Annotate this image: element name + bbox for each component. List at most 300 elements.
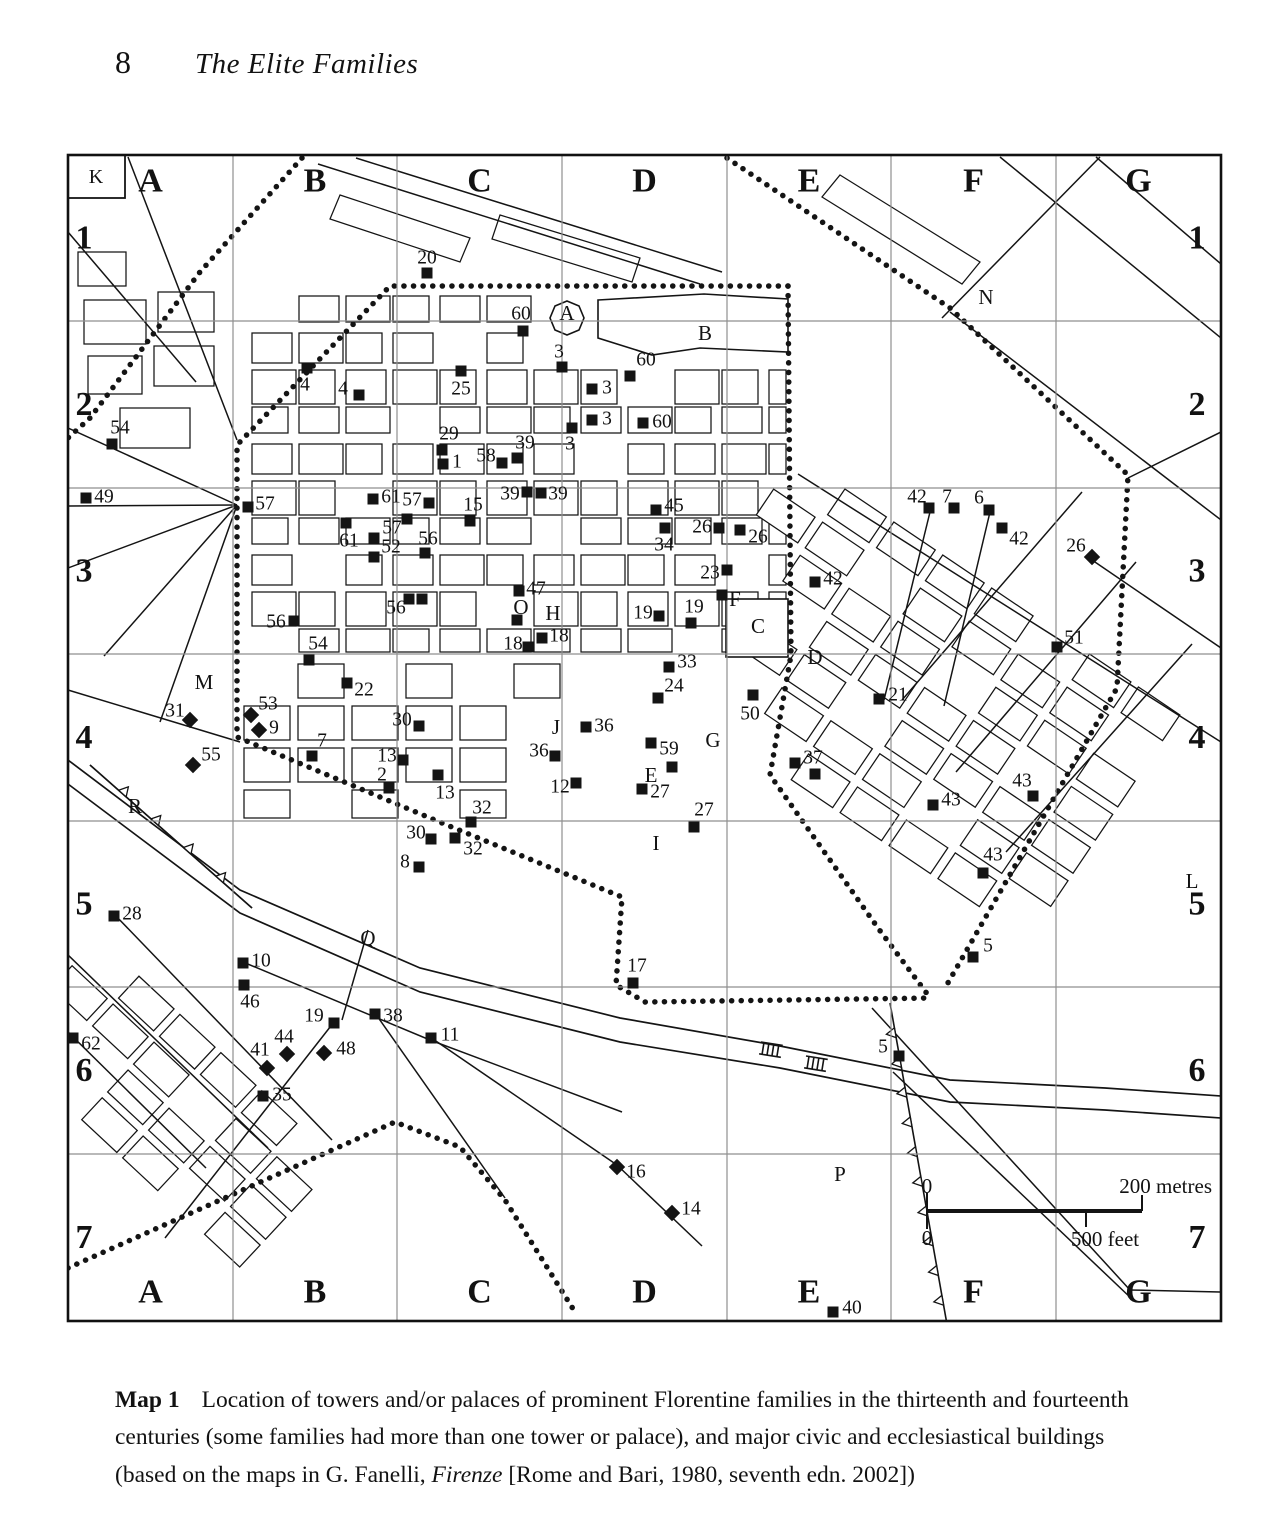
marker-label: 56 bbox=[266, 611, 286, 633]
marker-label: 3 bbox=[602, 408, 612, 430]
city-block bbox=[628, 555, 664, 585]
city-block bbox=[252, 370, 296, 404]
marker-square bbox=[653, 693, 664, 704]
marker-diamond bbox=[1084, 549, 1100, 565]
city-block bbox=[675, 444, 715, 474]
city-block bbox=[889, 820, 948, 874]
city-block bbox=[299, 518, 339, 544]
city-block bbox=[52, 966, 108, 1021]
wall-tooth bbox=[216, 873, 226, 883]
city-block bbox=[393, 333, 433, 363]
marker-label: 4 bbox=[300, 374, 310, 396]
grid-column-label-bottom: E bbox=[797, 1273, 821, 1311]
city-block bbox=[346, 629, 390, 652]
city-block bbox=[822, 175, 980, 284]
marker-label: 42 bbox=[823, 568, 843, 590]
marker-square bbox=[368, 494, 379, 505]
marker-square bbox=[243, 502, 254, 513]
marker-square bbox=[523, 642, 534, 653]
marker-label: 41 bbox=[250, 1039, 270, 1061]
marker-label: 51 bbox=[1064, 627, 1084, 649]
marker-label: 3 bbox=[554, 341, 564, 363]
marker-square bbox=[258, 1091, 269, 1102]
marker-square bbox=[518, 326, 529, 337]
bridge-hatch bbox=[804, 1056, 828, 1071]
marker-label: 13 bbox=[377, 745, 397, 767]
marker-label: 18 bbox=[503, 633, 523, 655]
marker-square bbox=[686, 618, 697, 629]
city-block bbox=[769, 444, 786, 474]
wall-tooth bbox=[934, 1295, 944, 1305]
marker-label: 36 bbox=[529, 740, 549, 762]
city-block bbox=[84, 300, 146, 344]
marker-label: 57 bbox=[255, 493, 275, 515]
building-letter: B bbox=[697, 321, 713, 345]
marker-diamond bbox=[316, 1045, 332, 1061]
marker-label: 7 bbox=[942, 486, 952, 508]
wall-tooth bbox=[929, 1266, 939, 1276]
marker-square bbox=[424, 498, 435, 509]
marker-square bbox=[654, 611, 665, 622]
marker-label: 61 bbox=[339, 530, 359, 552]
marker-label: 54 bbox=[110, 417, 130, 439]
building-letter: O bbox=[513, 595, 529, 619]
marker-label: 19 bbox=[304, 1005, 324, 1027]
marker-label: 42 bbox=[1009, 528, 1029, 550]
city-block bbox=[393, 444, 433, 474]
grid-column-label-top: F bbox=[963, 162, 984, 200]
marker-square bbox=[1028, 791, 1039, 802]
marker-label: 16 bbox=[626, 1161, 646, 1183]
city-block bbox=[346, 333, 382, 363]
city-block bbox=[487, 370, 527, 404]
marker-square bbox=[628, 978, 639, 989]
marker-label: 14 bbox=[681, 1198, 701, 1220]
building-letter: G bbox=[705, 728, 721, 752]
marker-label: 34 bbox=[654, 534, 674, 556]
street bbox=[950, 312, 1221, 520]
marker-label: 56 bbox=[418, 528, 438, 550]
city-block bbox=[393, 296, 429, 322]
marker-label: 22 bbox=[354, 679, 374, 701]
marker-square bbox=[304, 655, 315, 666]
city-block bbox=[120, 408, 190, 448]
marker-label: 37 bbox=[803, 747, 823, 769]
marker-label: 8 bbox=[400, 851, 410, 873]
marker-label: 54 bbox=[308, 633, 328, 655]
marker-label: 26 bbox=[748, 526, 768, 548]
building-letter: E bbox=[644, 763, 658, 787]
caption-text: Location of towers and/or palaces of prominent Florentine families in the thirteenth and fourteenth centuries (some families had more than one tower or palace), and major civic and ecclesiastical buildings (based on the maps in G. Fanelli, bbox=[115, 1386, 1129, 1488]
marker-label: 60 bbox=[636, 349, 656, 371]
marker-label: 9 bbox=[269, 717, 279, 739]
marker-square bbox=[978, 868, 989, 879]
marker-label: 7 bbox=[317, 730, 327, 752]
marker-square bbox=[714, 523, 725, 534]
marker-label: 60 bbox=[652, 411, 672, 433]
marker-square bbox=[402, 514, 413, 525]
street bbox=[430, 1040, 622, 1112]
marker-label: 6 bbox=[974, 487, 984, 509]
marker-square bbox=[239, 980, 250, 991]
marker-square bbox=[667, 762, 678, 773]
city-block bbox=[299, 296, 339, 322]
marker-label: 20 bbox=[417, 247, 437, 269]
city-block bbox=[722, 407, 762, 433]
marker-label: 48 bbox=[336, 1038, 356, 1060]
marker-label: 43 bbox=[983, 844, 1003, 866]
city-block bbox=[158, 292, 214, 332]
marker-label: 40 bbox=[842, 1297, 862, 1319]
marker-square bbox=[997, 523, 1008, 534]
grid-column-label-bottom: A bbox=[138, 1273, 163, 1311]
marker-square bbox=[414, 862, 425, 873]
city-block bbox=[406, 706, 452, 740]
marker-label: 30 bbox=[392, 709, 412, 731]
marker-label: 55 bbox=[201, 744, 221, 766]
bridge-icon bbox=[759, 1042, 783, 1057]
marker-square bbox=[238, 958, 249, 969]
marker-square bbox=[722, 565, 733, 576]
city-block bbox=[352, 706, 398, 740]
city-block bbox=[628, 481, 668, 515]
marker-square bbox=[414, 721, 425, 732]
city-block bbox=[406, 664, 452, 698]
bridge-hatch bbox=[759, 1042, 783, 1057]
grid-row-label-right: 5 bbox=[1188, 885, 1206, 923]
building-letter: L bbox=[1185, 869, 1199, 893]
marker-label: 43 bbox=[941, 789, 961, 811]
city-block bbox=[487, 407, 531, 433]
marker-label: 59 bbox=[659, 738, 679, 760]
marker-label: 45 bbox=[664, 495, 684, 517]
marker-square bbox=[433, 770, 444, 781]
marker-label: 49 bbox=[94, 486, 114, 508]
marker-label: 50 bbox=[740, 703, 760, 725]
city-block bbox=[581, 481, 617, 515]
city-block bbox=[440, 592, 476, 626]
city-block bbox=[78, 252, 126, 286]
city-block bbox=[346, 592, 386, 626]
marker-label: 33 bbox=[677, 651, 697, 673]
city-block bbox=[487, 555, 523, 585]
marker-label: 32 bbox=[472, 797, 492, 819]
marker-label: 11 bbox=[440, 1024, 460, 1046]
marker-square bbox=[289, 616, 300, 627]
grid-column-label-top: C bbox=[467, 162, 492, 200]
page-number: 8 bbox=[115, 44, 131, 80]
marker-label: 42 bbox=[907, 486, 927, 508]
marker-square bbox=[438, 459, 449, 470]
marker-label: 13 bbox=[435, 782, 455, 804]
street bbox=[430, 1037, 617, 1165]
city-block bbox=[200, 1053, 256, 1108]
map-caption bbox=[115, 1382, 1157, 1495]
building-letter: A bbox=[559, 301, 575, 325]
cathedral-outline bbox=[598, 294, 788, 355]
grid-column-label-top: A bbox=[138, 162, 163, 200]
marker-square bbox=[426, 1033, 437, 1044]
marker-label: 1 bbox=[452, 451, 462, 473]
marker-label: 62 bbox=[81, 1033, 101, 1055]
marker-square bbox=[567, 423, 578, 434]
grid-row-label-right: 6 bbox=[1188, 1052, 1206, 1089]
marker-square bbox=[109, 911, 120, 922]
wall-tooth bbox=[897, 1087, 907, 1097]
marker-square bbox=[874, 694, 885, 705]
city-block bbox=[722, 444, 766, 474]
scale-metres-label: 200 metres bbox=[1119, 1174, 1212, 1198]
city-block bbox=[581, 592, 617, 626]
caption-text-end: [Rome and Bari, 1980, seventh edn. 2002]) bbox=[502, 1461, 915, 1488]
marker-square bbox=[342, 678, 353, 689]
marker-label: 39 bbox=[500, 483, 520, 505]
grid-column-label-top: B bbox=[303, 162, 327, 200]
street bbox=[1128, 432, 1221, 478]
city-block bbox=[298, 664, 344, 698]
marker-square bbox=[984, 505, 995, 516]
city-block bbox=[393, 555, 433, 585]
city-block bbox=[252, 555, 292, 585]
building-letter: P bbox=[834, 1162, 846, 1186]
marker-square bbox=[810, 577, 821, 588]
street bbox=[356, 158, 722, 272]
marker-label: 46 bbox=[240, 991, 260, 1013]
marker-square bbox=[587, 415, 598, 426]
grid-row-label-right: 4 bbox=[1188, 719, 1206, 756]
building-letter: C bbox=[750, 614, 766, 638]
city-block bbox=[534, 370, 578, 404]
marker-diamond bbox=[259, 1060, 275, 1076]
street bbox=[68, 505, 237, 568]
marker-square bbox=[660, 523, 671, 534]
scale-zero-feet: 0 bbox=[921, 1226, 933, 1250]
marker-square bbox=[465, 516, 476, 527]
scale-zero-metres: 0 bbox=[921, 1174, 933, 1198]
marker-square bbox=[557, 362, 568, 373]
marker-label: 27 bbox=[650, 781, 670, 803]
marker-square bbox=[512, 453, 523, 464]
city-block bbox=[487, 333, 523, 363]
marker-label: 38 bbox=[383, 1005, 403, 1027]
city-block bbox=[675, 370, 719, 404]
marker-label: 24 bbox=[664, 675, 684, 697]
building-letter: N bbox=[978, 285, 994, 309]
caption-book-title: Firenze bbox=[431, 1461, 503, 1488]
marker-label: 60 bbox=[511, 303, 531, 325]
marker-label: 57 bbox=[402, 489, 422, 511]
grid-row-label-right: 1 bbox=[1188, 219, 1206, 257]
city-block bbox=[346, 407, 390, 433]
city-block bbox=[440, 555, 484, 585]
marker-square bbox=[968, 952, 979, 963]
city-block bbox=[299, 592, 335, 626]
city-block bbox=[346, 370, 386, 404]
building-letter: J bbox=[551, 715, 561, 739]
marker-label: 32 bbox=[463, 838, 483, 860]
marker-square bbox=[354, 390, 365, 401]
marker-square bbox=[748, 690, 759, 701]
marker-label: 23 bbox=[700, 562, 720, 584]
marker-square bbox=[426, 834, 437, 845]
marker-square bbox=[735, 525, 746, 536]
marker-square bbox=[571, 778, 582, 789]
city-block bbox=[252, 407, 288, 433]
marker-square bbox=[417, 594, 428, 605]
city-block bbox=[252, 333, 292, 363]
marker-square bbox=[107, 439, 118, 450]
marker-label: 10 bbox=[251, 950, 271, 972]
city-block bbox=[581, 518, 621, 544]
marker-square bbox=[302, 363, 313, 374]
marker-square bbox=[1052, 642, 1063, 653]
marker-label: 3 bbox=[602, 377, 612, 399]
marker-label: 39 bbox=[548, 483, 568, 505]
marker-label: 3 bbox=[565, 433, 575, 455]
city-block bbox=[460, 706, 506, 740]
marker-square bbox=[664, 662, 675, 673]
city-block bbox=[352, 790, 398, 818]
marker-square bbox=[810, 769, 821, 780]
wall-tooth bbox=[908, 1147, 918, 1157]
marker-square bbox=[307, 751, 318, 762]
marker-square bbox=[522, 487, 533, 498]
marker-square bbox=[398, 755, 409, 766]
city-block bbox=[406, 748, 452, 782]
city-block bbox=[244, 748, 290, 782]
marker-label: 47 bbox=[526, 578, 546, 600]
marker-label: 19 bbox=[684, 596, 704, 618]
grid-column-label-bottom: F bbox=[963, 1273, 984, 1311]
marker-square bbox=[581, 722, 592, 733]
marker-diamond bbox=[664, 1205, 680, 1221]
marker-label: 28 bbox=[122, 903, 142, 925]
marker-label: 58 bbox=[476, 445, 496, 467]
city-block bbox=[244, 790, 290, 818]
marker-square bbox=[81, 493, 92, 504]
marker-square bbox=[550, 751, 561, 762]
marker-square bbox=[689, 822, 700, 833]
grid-column-label-bottom: C bbox=[467, 1273, 492, 1311]
street bbox=[68, 690, 240, 742]
grid-column-label-bottom: D bbox=[632, 1273, 657, 1311]
marker-label: 2 bbox=[377, 764, 387, 786]
grid-column-label-bottom: G bbox=[1125, 1273, 1152, 1311]
city-block bbox=[393, 629, 429, 652]
grid-row-label-left: 4 bbox=[75, 719, 93, 756]
marker-square bbox=[828, 1307, 839, 1318]
grid-column-label-top: E bbox=[797, 162, 821, 200]
city-block bbox=[769, 407, 786, 433]
marker-label: 36 bbox=[594, 715, 614, 737]
city-block bbox=[252, 444, 292, 474]
marker-label: 26 bbox=[1066, 535, 1086, 557]
grid-column-label-top: G bbox=[1125, 162, 1152, 200]
marker-label: 52 bbox=[381, 536, 401, 558]
grid-row-label-right: 3 bbox=[1188, 552, 1206, 590]
building-letter: H bbox=[545, 601, 561, 625]
marker-label: 4 bbox=[338, 378, 348, 400]
marker-square bbox=[456, 366, 467, 377]
marker-square bbox=[587, 384, 598, 395]
marker-label: 26 bbox=[692, 516, 712, 538]
grid-row-label-right: 2 bbox=[1188, 386, 1206, 423]
marker-label: 35 bbox=[272, 1084, 292, 1106]
city-block bbox=[628, 444, 664, 474]
city-block bbox=[440, 629, 480, 652]
marker-label: 17 bbox=[627, 955, 647, 977]
marker-square bbox=[370, 1009, 381, 1020]
marker-square bbox=[497, 458, 508, 469]
scale-feet-label: 500 feet bbox=[1070, 1227, 1140, 1251]
marker-label: 18 bbox=[549, 625, 569, 647]
marker-label: 29 bbox=[439, 423, 459, 445]
city-block bbox=[534, 407, 570, 433]
city-block bbox=[514, 664, 560, 698]
marker-square bbox=[341, 518, 352, 529]
marker-square bbox=[450, 833, 461, 844]
wall-line bbox=[90, 765, 252, 908]
marker-square bbox=[717, 590, 728, 601]
grid-row-label-left: 6 bbox=[75, 1052, 93, 1089]
city-block bbox=[299, 407, 339, 433]
wall-tooth bbox=[119, 787, 129, 797]
grid-row-label-left: 1 bbox=[75, 219, 93, 257]
caption-map-number: Map 1 bbox=[115, 1386, 180, 1413]
building-letter: I bbox=[652, 831, 660, 855]
marker-square bbox=[928, 800, 939, 811]
marker-label: 27 bbox=[694, 799, 714, 821]
city-block bbox=[346, 444, 382, 474]
marker-square bbox=[646, 738, 657, 749]
marker-label: 53 bbox=[258, 693, 278, 715]
city-block bbox=[581, 629, 621, 652]
grid-row-label-left: 2 bbox=[75, 386, 93, 423]
marker-square bbox=[329, 1018, 340, 1029]
marker-label: 25 bbox=[451, 378, 471, 400]
city-block bbox=[299, 481, 335, 515]
building-letter: F bbox=[729, 587, 741, 611]
building-letter: D bbox=[807, 645, 823, 669]
marker-label: 30 bbox=[406, 822, 426, 844]
marker-square bbox=[536, 488, 547, 499]
marker-label: 39 bbox=[515, 432, 535, 454]
city-block bbox=[393, 370, 437, 404]
city-block bbox=[299, 444, 343, 474]
marker-square bbox=[638, 418, 649, 429]
bridge-icon bbox=[804, 1056, 828, 1071]
marker-label: 44 bbox=[274, 1026, 294, 1048]
marker-label: 19 bbox=[633, 602, 653, 624]
marker-label: 21 bbox=[888, 684, 908, 706]
marker-label: 56 bbox=[386, 597, 406, 619]
marker-label: 12 bbox=[550, 776, 570, 798]
marker-diamond bbox=[279, 1046, 295, 1062]
marker-label: 43 bbox=[1012, 770, 1032, 792]
marker-label: 15 bbox=[463, 494, 483, 516]
wall-tooth bbox=[902, 1117, 912, 1127]
city-block bbox=[154, 346, 214, 386]
building-letter: R bbox=[127, 794, 143, 818]
marker-diamond bbox=[185, 757, 201, 773]
marker-square bbox=[369, 552, 380, 563]
city-block bbox=[440, 296, 480, 322]
street bbox=[104, 505, 237, 656]
marker-square bbox=[422, 268, 433, 279]
grid-column-label-top: D bbox=[632, 162, 657, 200]
city-block bbox=[487, 518, 531, 544]
grid-row-label-left: 7 bbox=[75, 1219, 93, 1256]
